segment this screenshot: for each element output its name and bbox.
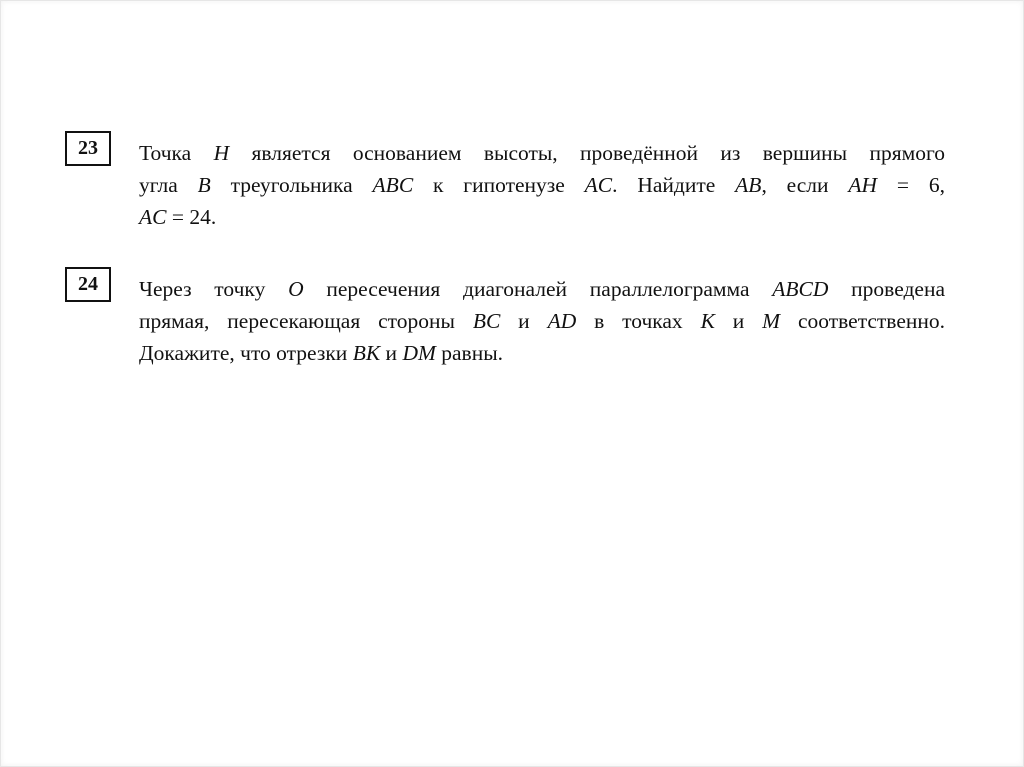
math-variable: M [762, 309, 781, 333]
text-run: пересечения диагоналей параллелограмма [303, 277, 773, 301]
text-run: равны. [435, 341, 504, 365]
task-line [139, 137, 945, 169]
text-run: Точка [139, 141, 214, 165]
text-run: и [714, 309, 763, 333]
math-variable: ABC [372, 173, 414, 197]
task-number-box: 23 [65, 131, 111, 166]
text-run: = 24. [166, 205, 217, 229]
math-variable: O [288, 277, 304, 301]
text-run: прямая, пересекающая стороны [139, 309, 473, 333]
text-run: = 6, [877, 173, 945, 197]
text-run: Докажите, что отрезки [139, 341, 353, 365]
task-line [139, 169, 945, 201]
text-run: треугольника [210, 173, 373, 197]
math-variable: AD [547, 309, 577, 333]
math-variable: B [197, 173, 211, 197]
text-run: и [380, 341, 403, 365]
task-number-box: 24 [65, 267, 111, 302]
text-run: в точках [576, 309, 701, 333]
text-run: Через точку [139, 277, 289, 301]
math-variable: BK [352, 341, 381, 365]
math-variable: AB [735, 173, 762, 197]
math-variable: DM [402, 341, 436, 365]
math-variable: K [700, 309, 715, 333]
task-line [139, 337, 945, 369]
text-run: проведена [828, 277, 945, 301]
text-run: к гипотенузе [413, 173, 585, 197]
text-run: . Найдите [612, 173, 736, 197]
task-line [139, 273, 945, 305]
math-variable: H [213, 141, 230, 165]
math-variable: AC [584, 173, 613, 197]
text-run: и [500, 309, 548, 333]
task-text [139, 273, 945, 369]
math-variable: BC [472, 309, 501, 333]
math-variable: AH [848, 173, 878, 197]
task-line [139, 305, 945, 337]
text-run: угла [139, 173, 198, 197]
text-run: соответственно. [780, 309, 945, 333]
text-run: , если [761, 173, 849, 197]
math-variable: AC [139, 205, 167, 229]
text-run: является основанием высоты, проведённой из вершины прямого [229, 141, 946, 165]
task-line [139, 201, 945, 233]
task-text [139, 137, 945, 233]
math-variable: ABCD [772, 277, 829, 301]
